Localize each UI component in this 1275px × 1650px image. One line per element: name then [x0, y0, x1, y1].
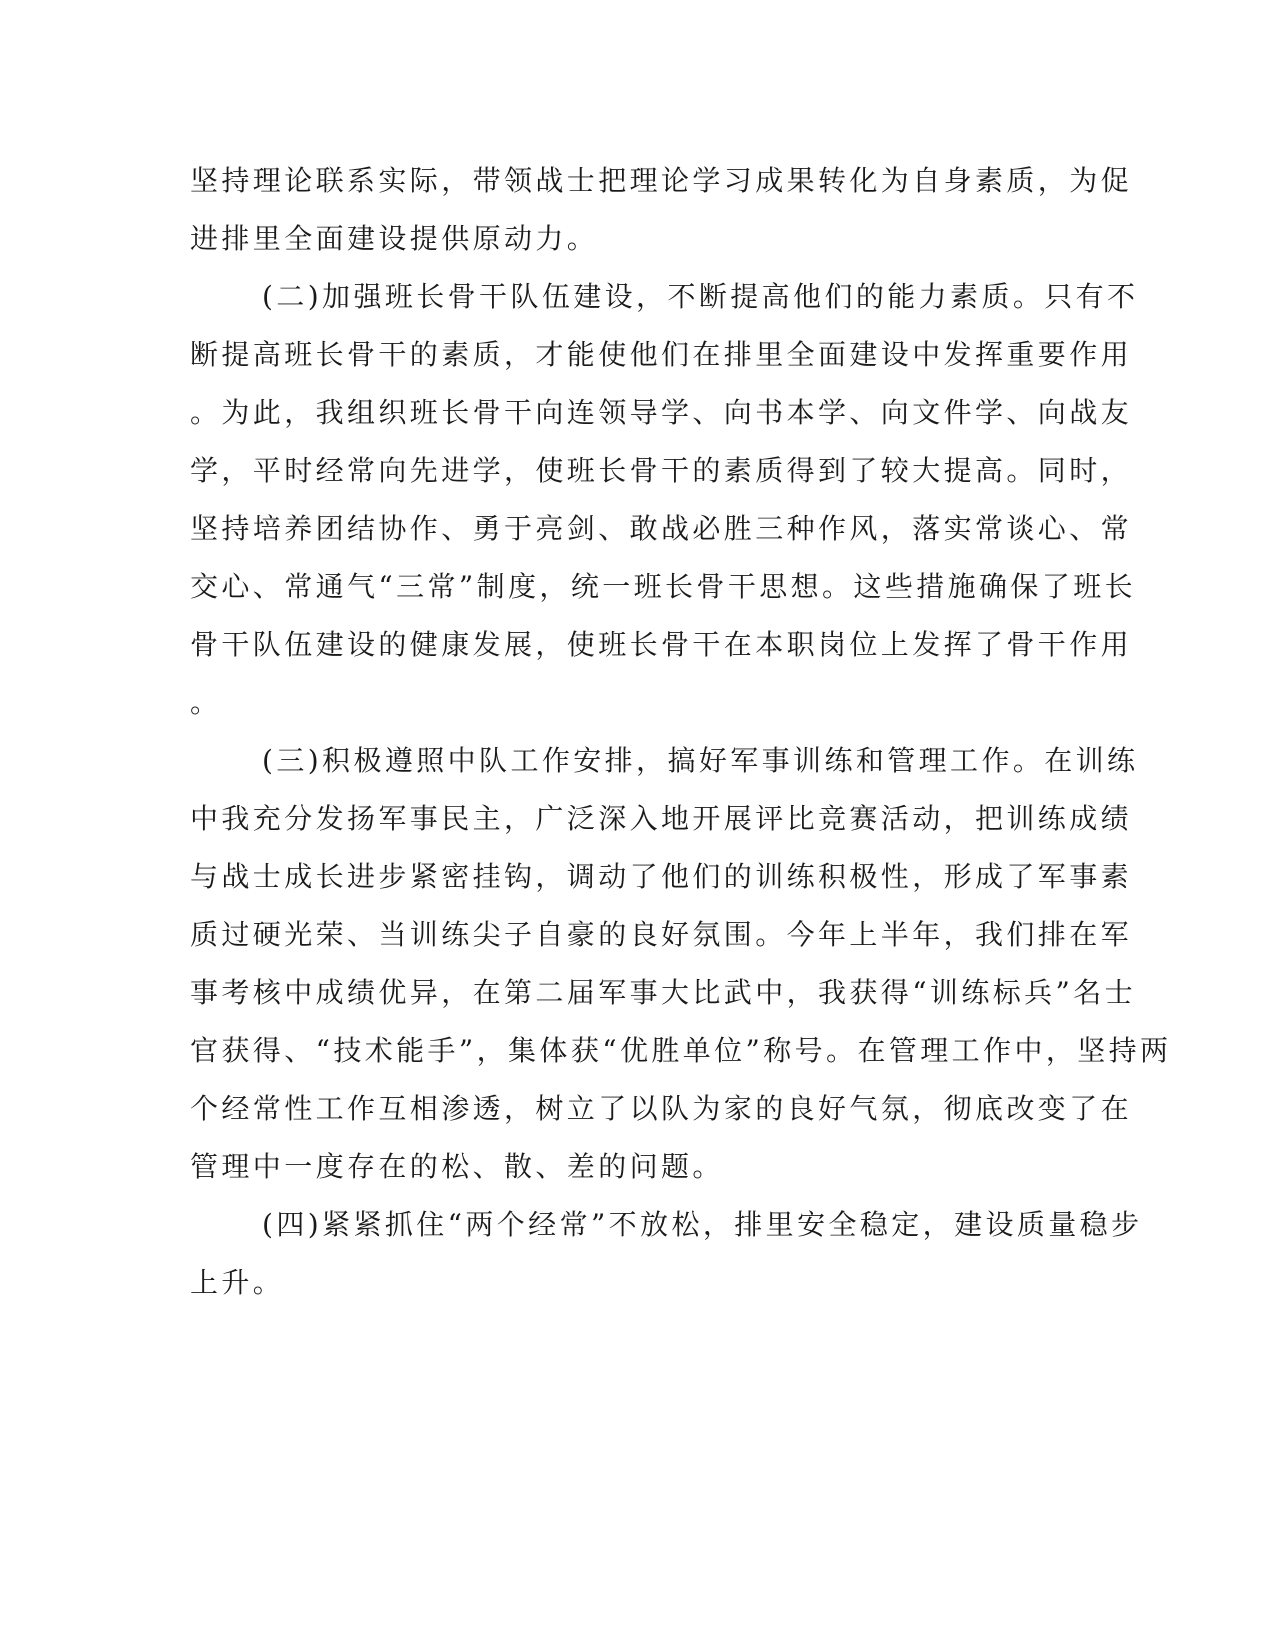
text-line: 坚持理论联系实际，带领战士把理论学习成果转化为自身素质，为促	[190, 164, 1133, 197]
text-line: 事考核中成绩优异，在第二届军事大比武中，我获得“训练标兵”名士	[190, 976, 1137, 1009]
text-line: 。为此，我组织班长骨干向连领导学、向书本学、向文件学、向战友	[190, 396, 1133, 429]
text-line: 。	[190, 686, 222, 719]
text-line: 质过硬光荣、当训练尖子自豪的良好氛围。今年上半年，我们排在军	[190, 918, 1133, 951]
text-line: 管理中一度存在的松、散、差的问题。	[190, 1150, 724, 1183]
text-line: 上升。	[190, 1266, 285, 1299]
paragraph-heading-3: (三)积极遵照中队工作安排，搞好军事训练和管理工作。在训练	[262, 744, 1139, 777]
text-line: 学，平时经常向先进学，使班长骨干的素质得到了较大提高。同时，	[190, 454, 1133, 487]
paragraph-heading-2: (二)加强班长骨干队伍建设，不断提高他们的能力素质。只有不	[262, 280, 1139, 313]
text-line: 交心、常通气“三常”制度，统一班长骨干思想。这些措施确保了班长	[190, 570, 1137, 603]
text-line: 坚持培养团结协作、勇于亮剑、敢战必胜三种作风，落实常谈心、常	[190, 512, 1133, 545]
text-line: 断提高班长骨干的素质，才能使他们在排里全面建设中发挥重要作用	[190, 338, 1133, 371]
paragraph-heading-4: (四)紧紧抓住“两个经常”不放松，排里安全稳定，建设质量稳步	[262, 1208, 1143, 1241]
text-line: 个经常性工作互相渗透，树立了以队为家的良好气氛，彻底改变了在	[190, 1092, 1133, 1125]
text-line: 进排里全面建设提供原动力。	[190, 222, 599, 255]
text-line: 与战士成长进步紧密挂钩，调动了他们的训练积极性，形成了军事素	[190, 860, 1133, 893]
text-line: 骨干队伍建设的健康发展，使班长骨干在本职岗位上发挥了骨干作用	[190, 628, 1133, 661]
text-line: 官获得、“技术能手”，集体获“优胜单位”称号。在管理工作中，坚持两	[190, 1034, 1172, 1067]
text-line: 中我充分发扬军事民主，广泛深入地开展评比竞赛活动，把训练成绩	[190, 802, 1133, 835]
